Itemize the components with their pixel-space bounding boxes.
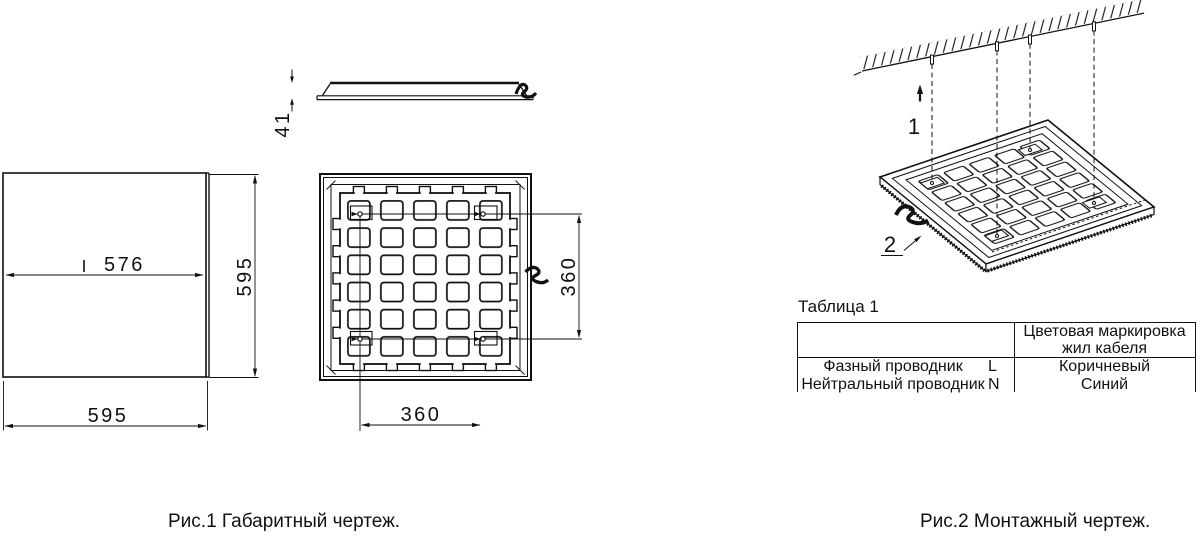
ceiling-stud: [931, 55, 934, 64]
dim-label-side-height: 595: [234, 255, 256, 297]
table-header-marking: Цветовая маркировка жил кабеля: [1023, 323, 1186, 357]
front-grid-panel: [320, 174, 582, 431]
mount-hole: [358, 337, 362, 341]
dim-arrow: [290, 98, 294, 105]
mount-hole: [481, 212, 485, 216]
dim-label-mount-v: 360: [558, 255, 580, 297]
wire-terminal: L: [988, 358, 997, 375]
dim-arrow: [5, 424, 14, 428]
dim-label-bottom-width: 595: [87, 405, 129, 427]
table-header-row: [798, 323, 1195, 358]
mount-hole: [481, 337, 485, 341]
dim-arrow: [195, 273, 204, 277]
wire-name: Нейтральный проводник: [801, 375, 985, 393]
table-title: Таблица 1: [798, 297, 879, 316]
dim-arrow: [253, 175, 257, 184]
up-arrow-head: [917, 85, 923, 95]
dim-arrow: [198, 424, 207, 428]
wire-color: Коричневый: [1058, 358, 1151, 375]
table-column-divider: [1014, 323, 1016, 392]
dim-label-thickness: 41: [272, 110, 294, 138]
lattice-cells: [347, 200, 503, 357]
figure1-caption: Рис.1 Габаритный чертеж.: [168, 511, 401, 532]
dim-arrow: [6, 273, 15, 277]
mount-hole: [358, 212, 362, 216]
ceiling-stud: [996, 42, 999, 51]
dim-label-mount-h: 360: [400, 404, 442, 426]
side-profile-view: [272, 70, 536, 138]
callout-label-1: 1: [907, 114, 921, 139]
figure2-caption: Рис.2 Монтажный чертеж.: [920, 511, 1151, 532]
dim-arrow: [253, 369, 257, 378]
table-row: [798, 358, 1195, 376]
wiring-table: [797, 322, 1196, 392]
cable-squiggle-front: [526, 267, 549, 282]
wire-color: Синий: [1080, 375, 1129, 393]
table-header-empty-cell: [798, 323, 1014, 357]
ceiling-stud: [1029, 35, 1032, 44]
table-row: [798, 376, 1195, 394]
back-square-view: [3, 173, 259, 431]
dim-label-inner-width: 576: [104, 254, 145, 276]
iso-panel-grid: [892, 126, 1141, 257]
dim-arrow: [290, 77, 294, 84]
mounting-view: [850, 0, 1154, 271]
iso-mount-point: [1093, 202, 1096, 205]
iso-mount-point: [931, 182, 934, 185]
wire-terminal: N: [988, 375, 1000, 393]
callout-label-2: 2: [883, 232, 897, 257]
ceiling-stud: [1093, 22, 1096, 31]
iso-mount-point: [996, 235, 999, 238]
iso-mount-point: [1029, 149, 1032, 152]
wire-name: Фазный проводник: [823, 358, 963, 375]
